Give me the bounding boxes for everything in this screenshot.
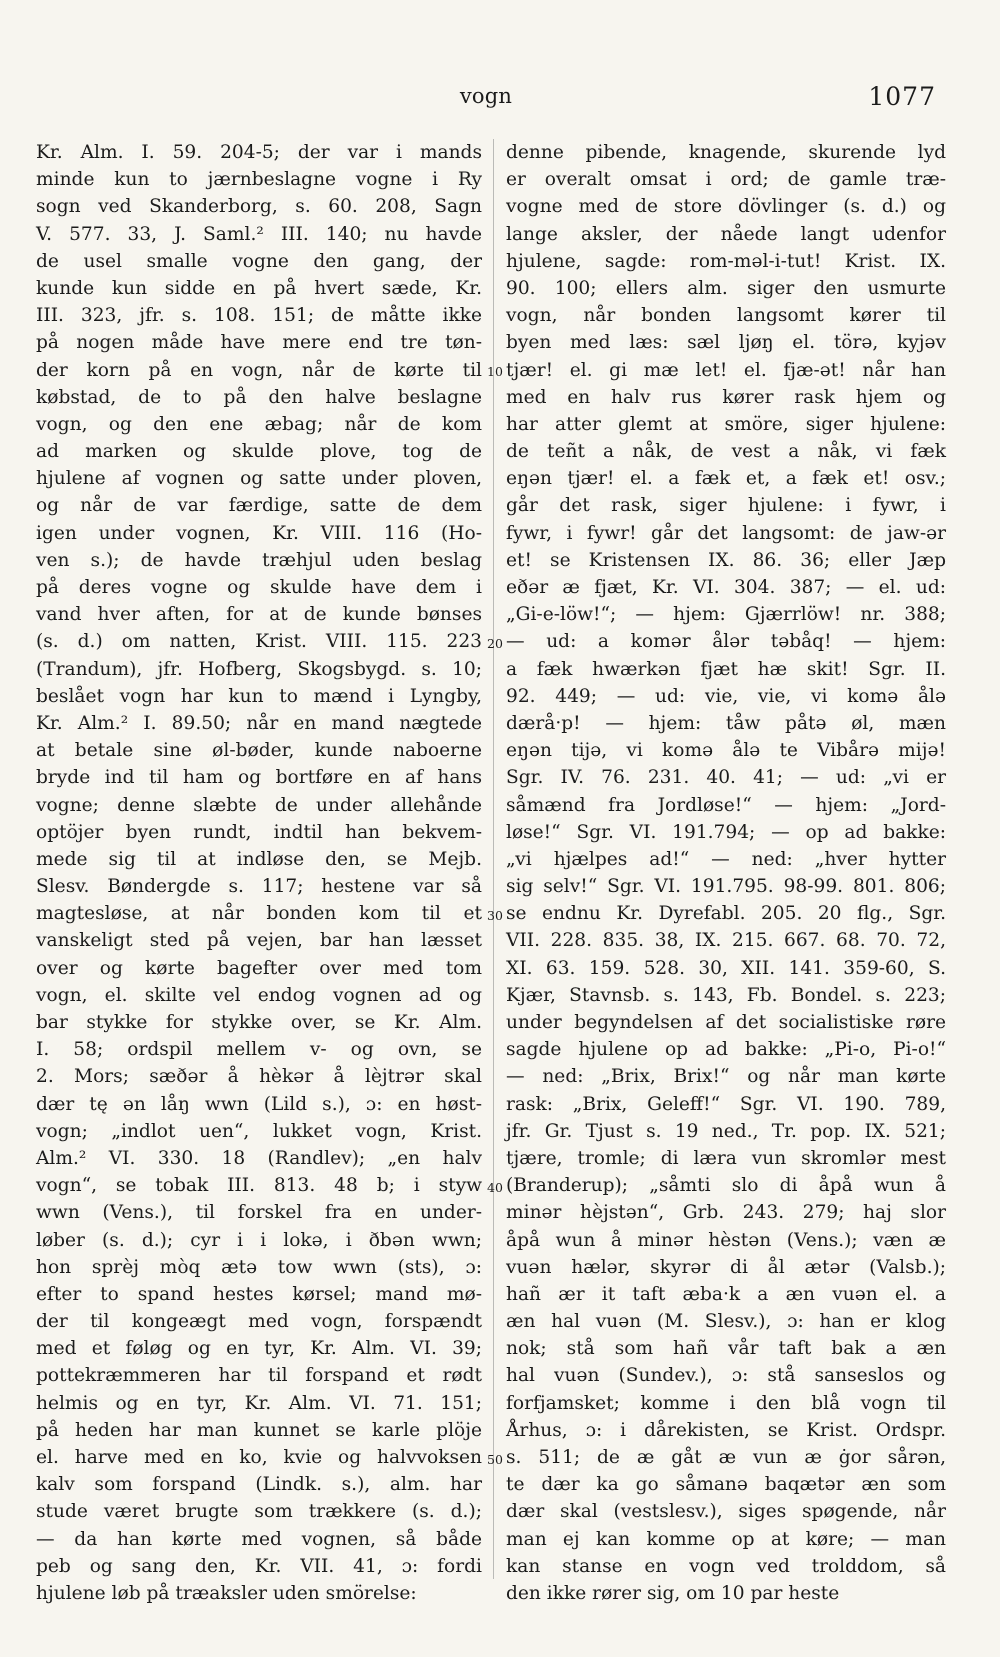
right-column-line	[506, 166, 946, 193]
right-column-line	[506, 955, 946, 982]
right-column-line	[506, 275, 946, 302]
text-line: sogn ved Skanderborg, s. 60. 208, Sagn	[36, 196, 482, 218]
left-column-line	[36, 438, 482, 465]
text-line: at betale sine øl-bøder, kunde naboerne	[36, 740, 482, 762]
text-line: „vi hjælpes ad!“ — ned: „hver hytter	[506, 848, 946, 870]
left-column-line	[36, 1172, 482, 1199]
left-column-line	[36, 601, 482, 628]
right-column-line	[506, 710, 946, 737]
right-column-line	[506, 1091, 946, 1118]
text-line: a fæk hwærkən fjæt hæ skit! Sgr. II.	[506, 658, 946, 680]
left-column-line	[36, 764, 482, 791]
left-column-line	[36, 193, 482, 220]
left-column-line	[36, 1009, 482, 1036]
left-column-line	[36, 384, 482, 411]
left-column-line	[36, 465, 482, 492]
right-column-line	[506, 1118, 946, 1145]
left-column-line	[36, 1118, 482, 1145]
text-line: rask: „Brix, Geleff!“ Sgr. VI. 190. 789,	[506, 1093, 946, 1115]
left-column-line	[36, 1335, 482, 1362]
text-line: æn hal vuən (M. Slesv.), ɔ: han er klog	[506, 1311, 946, 1333]
left-column-line	[36, 1199, 482, 1226]
text-line: er overalt omsat i ord; de gamle træ-	[506, 169, 946, 191]
text-line: I. 58; ordspil mellem v- og ovn, se	[36, 1039, 482, 1061]
text-line: hañ ær it taft æba·k a æn vuən el. a	[506, 1283, 946, 1305]
left-column-line	[36, 1526, 482, 1553]
right-column-line	[506, 438, 946, 465]
right-column-line	[506, 1308, 946, 1335]
right-column-line	[506, 1036, 946, 1063]
left-column-line	[36, 846, 482, 873]
text-line: åpå wun å minər hèstən (Vens.); væn æ	[506, 1229, 946, 1251]
text-line: Kr. Alm.² I. 89.50; når en mand nægtede	[36, 712, 482, 734]
right-column-line	[506, 764, 946, 791]
text-line: på nogen måde have mere end tre tøn-	[36, 332, 482, 354]
text-line: — ud: a komər ålər təbåq! — hjem:	[506, 631, 946, 653]
text-line: eŋən tijə, vi komə ålə te Vibårə mijə!	[506, 740, 946, 762]
text-line: vuən hælər, skyrər di ål ætər (Valsb.);	[506, 1256, 946, 1278]
left-column-line	[36, 792, 482, 819]
text-line: (Trandum), jfr. Hofberg, Skogsbygd. s. 10;	[36, 658, 482, 680]
text-line: over og kørte bagefter over med tom	[36, 957, 482, 979]
text-line: vogne med de store dövlinger (s. d.) og	[506, 196, 946, 218]
text-line: nok; stå som hañ vår taft bak a æn	[506, 1338, 946, 1360]
right-column-line	[506, 683, 946, 710]
text-line: Sgr. IV. 76. 231. 40. 41; — ud: „vi er	[506, 767, 946, 789]
text-line: el. harve med en ko, kvie og halvvoksen	[36, 1447, 482, 1468]
text-line: kunde kun sidde en på hvert sæde, Kr.	[36, 277, 482, 299]
left-column-line	[36, 1580, 482, 1607]
left-column-line	[36, 492, 482, 519]
text-line: med en halv rus kører rask hjem og	[506, 386, 946, 408]
right-column-line	[506, 520, 946, 547]
text-line: wwn (Vens.), til forskel fra en under-	[36, 1202, 482, 1224]
right-column-line	[506, 1254, 946, 1281]
text-line: 92. 449; — ud: vie, vie, vi komə ålə	[506, 685, 946, 707]
line-marker-50: 50	[487, 1452, 503, 1467]
text-line: de usel smalle vogne den gang, der	[36, 250, 482, 272]
text-line: den ikke rører sig, om 10 par heste	[506, 1582, 840, 1604]
right-column-line	[506, 329, 946, 356]
text-line: løse!“ Sgr. VI. 191.794; — op ad bakke:	[506, 821, 946, 843]
left-column-line	[36, 166, 482, 193]
text-line: pottekræmmeren har til forspand et rødt	[36, 1365, 482, 1387]
text-line: eðər æ fjæt, Kr. VI. 304. 387; — el. ud:	[506, 577, 946, 598]
text-line: V. 577. 33, J. Saml.² III. 140; nu havde	[36, 223, 482, 245]
right-column-line	[506, 1362, 946, 1389]
right-column-line	[506, 737, 946, 764]
text-line: ad marken og skulde plove, tog de	[36, 441, 482, 463]
left-column-line	[36, 411, 482, 438]
page-number: 1077	[868, 82, 936, 111]
column-divider	[493, 139, 494, 1579]
text-line: på deres vogne og skulde have dem i	[36, 577, 482, 598]
text-line: te dær ka go såmanə baqætər æn som	[506, 1474, 946, 1496]
text-line: løber (s. d.); cyr i i lokə, i ðbən wwn;	[36, 1229, 482, 1251]
text-line: denne pibende, knagende, skurende lyd	[506, 142, 946, 163]
text-line: og når de var færdige, satte de dem	[36, 495, 482, 517]
text-line: 90. 100; ellers alm. siger den usmurte	[506, 277, 946, 299]
right-column-line	[506, 302, 946, 329]
text-line: eŋən tjær! el. a fæk et, a fæk et! osv.;	[506, 468, 946, 490]
left-column-line	[36, 1063, 482, 1090]
text-line: helmis og en tyr, Kr. Alm. VI. 71. 151;	[36, 1392, 482, 1414]
right-column-line	[506, 656, 946, 683]
left-column-line	[36, 1444, 482, 1471]
left-column-line	[36, 574, 482, 601]
right-column-line	[506, 357, 946, 384]
text-line: lange aksler, der nåede langt udenfor	[506, 223, 946, 245]
text-line: hon sprèj mòq ætə tow wwn (sts), ɔ:	[36, 1256, 482, 1278]
right-column-line	[506, 628, 946, 655]
text-line: fywr, i fywr! går det langsomt: de jaw-ər	[506, 522, 946, 544]
left-column-line	[36, 873, 482, 900]
text-line: XI. 63. 159. 528. 30, XII. 141. 359-60, S.	[506, 957, 946, 979]
text-line: bar stykke for stykke over, se Kr. Alm.	[36, 1012, 482, 1033]
text-line: tjære, tromle; di læra vun skromlər mest	[506, 1147, 946, 1169]
right-column-line	[506, 547, 946, 574]
right-column-line	[506, 873, 946, 900]
running-head	[36, 82, 936, 116]
text-line: peb og sang den, Kr. VII. 41, ɔ: fordi	[36, 1555, 482, 1577]
text-line: minər hèjstən“, Grb. 243. 279; haj slor	[506, 1202, 946, 1224]
right-column-line	[506, 465, 946, 492]
right-column-line	[506, 139, 946, 166]
text-line: hal vuən (Sundev.), ɔ: stå sanseslos og	[506, 1365, 946, 1387]
text-line: stude været brugte som trækkere (s. d.);	[36, 1501, 482, 1523]
left-column-line	[36, 683, 482, 710]
text-line: minde kun to jærnbeslagne vogne i Ry	[36, 169, 482, 191]
left-column-line	[36, 1227, 482, 1254]
text-line: (Branderup); „såmti slo di åpå wun å	[506, 1175, 946, 1197]
left-column-line	[36, 710, 482, 737]
text-line: 2. Mors; sæðər å hèkər å lèjtrər skal	[36, 1066, 482, 1088]
left-column-line	[36, 302, 482, 329]
text-line: dærå·p! — hjem: tåw påtə øl, mæn	[506, 712, 946, 734]
left-column-line	[36, 1390, 482, 1417]
left-column-line	[36, 275, 482, 302]
left-column-line	[36, 900, 482, 927]
text-line: mede sig til at indløse den, se Mejb.	[36, 848, 482, 870]
text-line: vand hver aften, for at de kunde bønses	[36, 604, 482, 626]
right-column-line	[506, 384, 946, 411]
text-line: forfjamsket; komme i den blå vogn til	[506, 1392, 946, 1414]
right-column-line	[506, 1390, 946, 1417]
left-column-line	[36, 1254, 482, 1281]
right-column-line	[506, 193, 946, 220]
text-line: vogn, når bonden langsomt kører til	[506, 305, 946, 327]
text-line: købstad, de to på den halve beslagne	[36, 386, 482, 408]
right-column-line	[506, 1526, 946, 1553]
text-line: dær skal (vestslesv.), siges spøgende, når	[506, 1501, 946, 1523]
text-line: Alm.² VI. 330. 18 (Randlev); „en halv	[36, 1147, 482, 1169]
right-column-line	[506, 601, 946, 628]
text-line: dær tę ən låŋ wwn (Lild s.), ɔ: en høst-	[36, 1093, 482, 1115]
left-column-line	[36, 628, 482, 655]
text-line: Kr. Alm. I. 59. 204-5; der var i mands	[36, 142, 482, 163]
right-column-line	[506, 819, 946, 846]
left-column-line	[36, 520, 482, 547]
text-line: sagde hjulene op ad bakke: „Pi-o, Pi-o!“	[506, 1039, 946, 1061]
left-column-line	[36, 982, 482, 1009]
text-line: „Gi-e-löw!“; — hjem: Gjærrlöw! nr. 388;	[506, 604, 946, 626]
left-column-line	[36, 1471, 482, 1498]
text-line: har atter glemt at smöre, siger hjulene:	[506, 413, 946, 435]
right-column-line	[506, 792, 946, 819]
left-column-line	[36, 1281, 482, 1308]
text-line: Slesv. Bøndergde s. 117; hestene var så	[36, 876, 482, 898]
text-line: tjær! el. gi mæ let! el. fjæ-ət! når han	[506, 359, 946, 381]
right-column-line	[506, 1009, 946, 1036]
left-column-line	[36, 819, 482, 846]
text-line: — ned: „Brix, Brix!“ og når man kørte	[506, 1066, 946, 1088]
right-column-line	[506, 492, 946, 519]
text-line: magtesløse, at når bonden kom til et	[36, 903, 482, 925]
left-column-line	[36, 1091, 482, 1118]
right-column-line	[506, 1335, 946, 1362]
right-column-line	[506, 982, 946, 1009]
text-line: vogn; „indlot uen“, lukket vogn, Krist.	[36, 1120, 482, 1142]
text-line: vogn, og den ene æbag; når de kom	[36, 413, 482, 435]
text-line: jfr. Gr. Tjust s. 19 ned., Tr. pop. IX. 521;	[506, 1120, 946, 1142]
text-line: igen under vognen, Kr. VIII. 116 (Ho-	[36, 522, 482, 544]
left-column-line	[36, 737, 482, 764]
text-line: efter to spand hestes kørsel; mand mø-	[36, 1283, 482, 1305]
left-column-line	[36, 329, 482, 356]
right-column-line	[506, 927, 946, 954]
left-column-line	[36, 139, 482, 166]
text-line: Århus, ɔ: i dårekisten, se Krist. Ordspr.	[506, 1419, 946, 1441]
text-line: på heden har man kunnet se karle plöje	[36, 1419, 482, 1441]
right-column-line	[506, 1199, 946, 1226]
text-line: VII. 228. 835. 38, IX. 215. 667. 68. 70. 72,	[506, 930, 946, 952]
text-line: hjulene af vognen og satte under ploven,	[36, 468, 482, 490]
text-line: hjulene, sagde: rom-məl-i-tut! Krist. IX.	[506, 250, 946, 272]
left-column-line	[36, 357, 482, 384]
line-marker-40: 40	[487, 1180, 503, 1195]
right-column-line	[506, 1471, 946, 1498]
text-line: beslået vogn har kun to mænd i Lyngby,	[36, 685, 482, 707]
left-column-line	[36, 221, 482, 248]
right-column-line	[506, 1444, 946, 1471]
text-line: et! se Kristensen IX. 86. 36; eller Jæp	[506, 549, 946, 571]
left-column-line	[36, 1417, 482, 1444]
right-column-line	[506, 1281, 946, 1308]
right-column-line	[506, 846, 946, 873]
text-line: kan stanse en vogn ved trolddom, så	[506, 1555, 946, 1577]
text-line: går det rask, siger hjulene: i fywr, i	[506, 495, 946, 517]
right-column-line	[506, 248, 946, 275]
text-line: man ej kan komme op at køre; — man	[506, 1528, 946, 1550]
right-column-line	[506, 1498, 946, 1525]
text-line: byen med læs: sæl ljøŋ el. törə, kyjəv	[506, 332, 946, 354]
left-column-line	[36, 1553, 482, 1580]
line-marker-10: 10	[487, 364, 503, 379]
left-column-line	[36, 1308, 482, 1335]
text-line: — da han kørte med vognen, så både	[36, 1528, 482, 1550]
text-line: III. 323, jfr. s. 108. 151; de måtte ikke	[36, 305, 482, 327]
text-line: bryde ind til ham og bortføre en af hans	[36, 767, 482, 789]
right-column-line	[506, 1172, 946, 1199]
text-line: Kjær, Stavnsb. s. 143, Fb. Bondel. s. 223;	[506, 984, 946, 1006]
text-line: hjulene løb på træaksler uden smörelse:	[36, 1582, 417, 1604]
text-line: vogne; denne slæbte de under allehånde	[36, 794, 482, 816]
text-line: under begyndelsen af det socialistiske røre	[506, 1012, 946, 1033]
text-line: sig selv!“ Sgr. VI. 191.795. 98-99. 801. 806;	[506, 876, 946, 898]
text-line: der korn på en vogn, når de kørte til	[36, 359, 482, 381]
right-column-line	[506, 1063, 946, 1090]
left-column-line	[36, 1498, 482, 1525]
text-line: med et føløg og en tyr, Kr. Alm. VI. 39;	[36, 1338, 482, 1360]
left-column-line	[36, 1036, 482, 1063]
left-column-line	[36, 547, 482, 574]
right-column-line	[506, 411, 946, 438]
text-line: vogn“, se tobak III. 813. 48 b; i styw	[36, 1175, 482, 1197]
text-line: de teñt a nåk, de vest a nåk, vi fæk	[506, 441, 946, 463]
right-column-line	[506, 221, 946, 248]
text-line: ven s.); de havde træhjul uden beslag	[36, 549, 482, 571]
text-line: se endnu Kr. Dyrefabl. 205. 20 flg., Sgr.	[506, 903, 946, 925]
left-column-line	[36, 656, 482, 683]
text-line: såmænd fra Jordløse!“ — hjem: „Jord-	[506, 794, 946, 816]
line-marker-30: 30	[487, 908, 503, 923]
left-column-line	[36, 927, 482, 954]
left-column	[36, 139, 482, 1607]
right-column-line	[506, 1227, 946, 1254]
right-column-line	[506, 1553, 946, 1580]
right-column-line	[506, 1580, 946, 1607]
left-column-line	[36, 955, 482, 982]
right-column-line	[506, 1145, 946, 1172]
text-line: kalv som forspand (Lindk. s.), alm. har	[36, 1474, 482, 1496]
text-line: der til kongeægt med vogn, forspændt	[36, 1311, 482, 1333]
right-column-line	[506, 900, 946, 927]
left-column-line	[36, 1362, 482, 1389]
text-line: vanskeligt sted på vejen, bar han læsset	[36, 930, 482, 952]
left-column-line	[36, 1145, 482, 1172]
text-line: optöjer byen rundt, indtil han bekvem-	[36, 821, 482, 843]
line-marker-20: 20	[487, 636, 503, 651]
text-line: s. 511; de æ gåt æ vun æ ġor sårən,	[506, 1447, 946, 1468]
head-word: vogn	[459, 84, 513, 108]
text-line: vogn, el. skilte vel endog vognen ad og	[36, 984, 482, 1006]
left-column-line	[36, 248, 482, 275]
right-column-line	[506, 574, 946, 601]
right-column	[506, 139, 946, 1607]
right-column-line	[506, 1417, 946, 1444]
text-line: (s. d.) om natten, Krist. VIII. 115. 223	[36, 631, 482, 653]
